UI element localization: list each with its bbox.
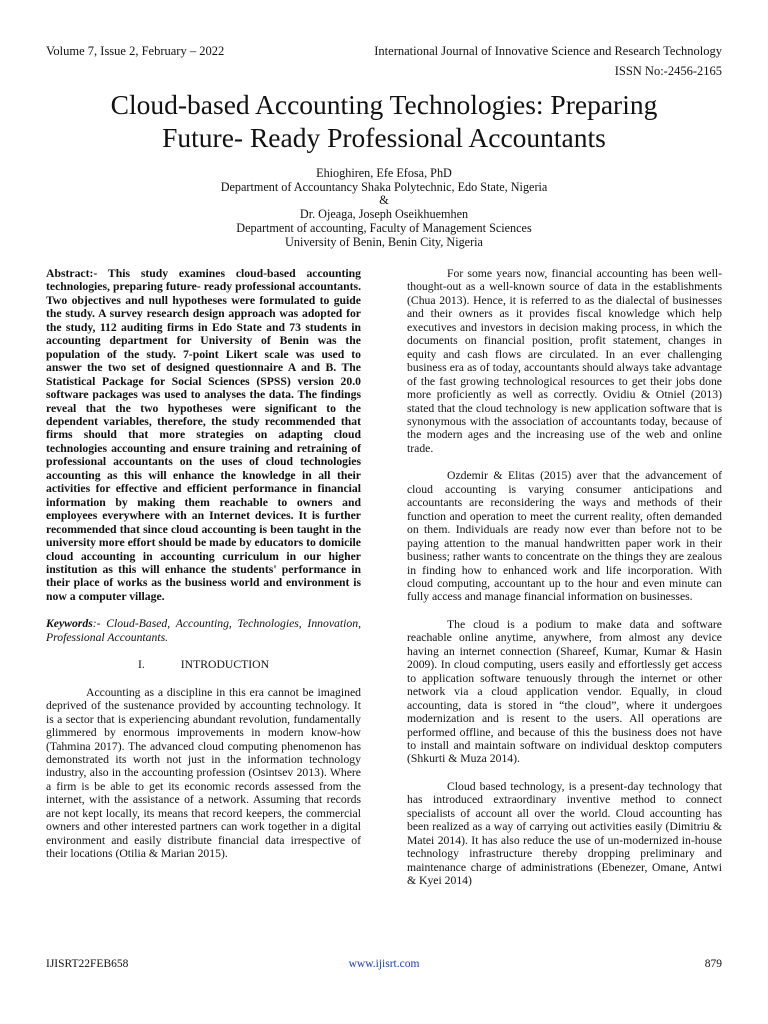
- paper-title: [40, 88, 728, 154]
- keywords: [46, 617, 361, 644]
- section-heading-introduction: [46, 658, 361, 671]
- keywords-label: Keywords: [46, 617, 93, 631]
- title-line-2: Future- Ready Professional Accountants: [162, 122, 606, 153]
- author-2-name: Dr. Ojeaga, Joseph Oseikhuemhen: [299, 207, 469, 222]
- author-2-department: Department of accounting, Faculty of Management Sciences: [236, 220, 532, 235]
- author-2-university: University of Benin, Benin City, Nigeria: [285, 234, 483, 249]
- title-line-1: Cloud-based Accounting Technologies: Preparing: [110, 89, 658, 120]
- journal-url-link[interactable]: www.ijisrt.com: [348, 958, 420, 970]
- issn-number: ISSN No:-2456-2165: [614, 64, 722, 78]
- section-number: I.: [137, 658, 145, 672]
- intro-paragraph: Accounting as a discipline in this era cannot be imagined deprived of the sustenance provided by accounting technology. It is a sector that is experiencing abundant revolution, fundamentally glimmered by enormous improvements in modern know-how (Tahmina 2017). The advanced cloud computing phenomenon has demonstrated its worth not just in the information technology industry, also in the accounting profession (Osintsev 2013). Where a firm is be able to get its economic records assessed from the internet, with the assistance of a network. Assuming that records are not kept locally, its means that record keepers, the commercial owners and other interested partners can work together in a digital environment and easily distribute financial data irrespective of their locations (Otilia & Marian 2015).: [46, 685, 361, 861]
- body-paragraph: The cloud is a podium to make data and software reachable online anytime, anywhere, from almost any device having an internet connection (Shareef, Kumar, Kumar & Hasin 2009). In cloud computing, users easily and effortlessly get access to application software tenuously through the internet or other network via a cloud application vendor. Equally, in cloud accounting, data is stored in “the cloud”, where it undergoes modernization and is resent to the users. All operations are performed offline, and because of this the business does not have to install and maintain software on individual desktop computers (Shkurti & Muza 2014).: [407, 617, 722, 766]
- page-number: 879: [704, 958, 722, 970]
- keywords-text: :- Cloud-Based, Accounting, Technologies, Innovation, Professional Accountants.: [46, 617, 361, 644]
- left-column: [46, 267, 361, 861]
- author-1-affiliation: Department of Accountancy Shaka Polytechnic, Edo State, Nigeria: [220, 179, 548, 194]
- author-block: [60, 167, 708, 249]
- journal-name: International Journal of Innovative Science and Research Technology: [374, 44, 722, 58]
- section-title: INTRODUCTION: [180, 658, 270, 672]
- body-paragraph: Cloud based technology, is a present-day technology that has introduced extraordinary inventive method to connect specialists of account all over the world. Cloud accounting has been realized as a way of carrying out activities easily (Dimitriu & Matei 2014). It has also reduce the use of un-modernized in-house technology infrastructure thereby dropping preliminary and maintenance charge of administrations (Ebenezer, Omane, Antwi & Kyei 2014): [407, 779, 722, 888]
- article-code: IJISRT22FEB658: [46, 958, 129, 970]
- body-paragraph: Ozdemir & Elitas (2015) aver that the advancement of cloud accounting is varying consumer anticipations and accountants are reconsidering the ways and methods of their function and operation to meet the current reality, often demanded on them. Individuals are ready now ever than before not to be paying attention to the manual handwritten paper work in their business; rather wants to concentrate on the things they are zealous in finding how to enhanced work and life incorporation. With cloud computing, accountant up to the hour and even minute can fully access and manage financial information on businesses.: [407, 469, 722, 604]
- author-1-name: Ehioghiren, Efe Efosa, PhD: [316, 166, 452, 180]
- author-separator: &: [379, 193, 389, 208]
- volume-info: Volume 7, Issue 2, February – 2022: [46, 44, 225, 58]
- right-column: [407, 267, 722, 887]
- abstract: Abstract:- This study examines cloud-based accounting technologies, preparing future- ready professional accountants. Two objectives and null hypotheses were formulated to guide the study. A survey research design approach was adopted for the study, 112 auditing firms in Edo State and 73 students in accounting department for University of Benin was the population of the study. 7-point Likert scale was used to answer the two set of designed questionnaire A and B. The Statistical Package for Social Sciences (SPSS) version 20.0 software packages was used to analyses the data. The findings reveal that the two hypotheses were significant to the dependent variables, therefore, the study recommended that firms should that more strategies on adapting cloud technologies accounting and ensure training and retraining of professional accountants on the uses of cloud technologies accounting as this will enhance the knowledge in all their activities for effective and efficient performance in financial information by making them reachable to owners and employees everywhere with an Internet devices. It is further recommended that since cloud accounting is been taught in the university more effort should be made by educators to domicile cloud accounting in accounting curriculum in our higher institution as this will enhance the students' performance in their place of works as the business world and environment is now a computer village.: [46, 267, 361, 603]
- body-paragraph: For some years now, financial accounting has been well-thought-out as a well-known source of data in the establishments (Chua 2013). Hence, it is referred to as the dialectal of businesses and their owners as it provides fiscal knowledge which help executives and investors in decision making process, in which the documents on financial position, profit statement, changes in equity and cash flows are circulated. In an ever challenging business era as of today, accountants should always take advantage of the fast growing technological resources to get their jobs done more proficiently as well as correctly. Ovidiu & Otniel (2013) stated that the cloud technology is new application software that is synonymous with the association of accountants today, because of the modern ages and the increasing use of the web and online trade.: [407, 267, 722, 455]
